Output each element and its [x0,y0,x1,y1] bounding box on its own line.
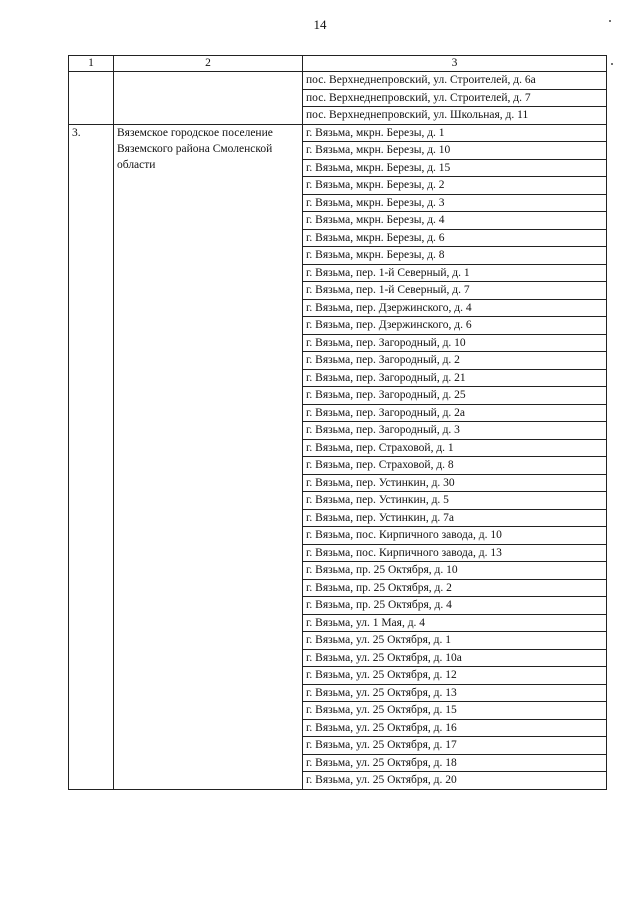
address-cell: г. Вязьма, пер. Устинкин, д. 7а [303,509,607,527]
table-row [69,124,607,142]
address-cell: г. Вязьма, пер. Дзержинского, д. 4 [303,299,607,317]
address-cell: г. Вязьма, пер. Дзержинского, д. 6 [303,317,607,335]
address-cell: г. Вязьма, пер. Загородный, д. 2а [303,404,607,422]
address-cell: г. Вязьма, мкрн. Березы, д. 10 [303,142,607,160]
address-cell: г. Вязьма, пер. Загородный, д. 2 [303,352,607,370]
address-cell: г. Вязьма, ул. 25 Октября, д. 10а [303,649,607,667]
header-cell-3: 3 [303,56,607,72]
address-cell: г. Вязьма, пер. 1-й Северный, д. 1 [303,264,607,282]
address-cell: г. Вязьма, мкрн. Березы, д. 2 [303,177,607,195]
address-cell: г. Вязьма, пер. Загородный, д. 3 [303,422,607,440]
municipality-cell [114,72,303,125]
header-cell-2: 2 [114,56,303,72]
address-cell: г. Вязьма, мкрн. Березы, д. 15 [303,159,607,177]
scan-speck [611,63,613,65]
number-cell [69,72,114,125]
address-cell: г. Вязьма, мкрн. Березы, д. 8 [303,247,607,265]
address-cell: г. Вязьма, пр. 25 Октября, д. 10 [303,562,607,580]
address-cell: г. Вязьма, мкрн. Березы, д. 3 [303,194,607,212]
address-cell: пос. Верхнеднепровский, ул. Строителей, д. 7 [303,89,607,107]
table-row [69,72,607,90]
address-cell: г. Вязьма, ул. 25 Октября, д. 12 [303,667,607,685]
page-number: 14 [313,17,327,32]
address-cell: г. Вязьма, пер. Загородный, д. 25 [303,387,607,405]
address-cell: г. Вязьма, ул. 25 Октября, д. 15 [303,702,607,720]
address-cell: г. Вязьма, мкрн. Березы, д. 1 [303,124,607,142]
address-cell: г. Вязьма, ул. 1 Мая, д. 4 [303,614,607,632]
address-cell: пос. Верхнеднепровский, ул. Строителей, д. 6а [303,72,607,90]
address-cell: г. Вязьма, пер. Загородный, д. 21 [303,369,607,387]
address-cell: г. Вязьма, пр. 25 Октября, д. 2 [303,579,607,597]
address-cell: г. Вязьма, ул. 25 Октября, д. 18 [303,754,607,772]
address-cell: г. Вязьма, пер. 1-й Северный, д. 7 [303,282,607,300]
table-header-row [69,56,607,72]
municipality-name: Вяземское городское поселение Вяземского района Смоленской области [114,124,303,789]
address-cell: г. Вязьма, ул. 25 Октября, д. 1 [303,632,607,650]
address-cell: г. Вязьма, мкрн. Березы, д. 4 [303,212,607,230]
address-cell: г. Вязьма, мкрн. Березы, д. 6 [303,229,607,247]
address-cell: г. Вязьма, пос. Кирпичного завода, д. 10 [303,527,607,545]
header-cell-1: 1 [69,56,114,72]
address-cell: г. Вязьма, пер. Страховой, д. 1 [303,439,607,457]
row-number: 3. [69,124,114,789]
address-cell: г. Вязьма, пер. Устинкин, д. 30 [303,474,607,492]
address-cell: г. Вязьма, ул. 25 Октября, д. 20 [303,772,607,790]
address-cell: г. Вязьма, пер. Устинкин, д. 5 [303,492,607,510]
address-cell: г. Вязьма, пер. Загородный, д. 10 [303,334,607,352]
address-cell: г. Вязьма, ул. 25 Октября, д. 17 [303,737,607,755]
address-cell: г. Вязьма, пер. Страховой, д. 8 [303,457,607,475]
scan-speck [609,20,611,22]
address-cell: г. Вязьма, ул. 25 Октября, д. 16 [303,719,607,737]
address-table [68,55,607,790]
address-cell: г. Вязьма, пос. Кирпичного завода, д. 13 [303,544,607,562]
address-cell: г. Вязьма, ул. 25 Октября, д. 13 [303,684,607,702]
address-cell: пос. Верхнеднепровский, ул. Школьная, д. 11 [303,107,607,125]
address-cell: г. Вязьма, пр. 25 Октября, д. 4 [303,597,607,615]
